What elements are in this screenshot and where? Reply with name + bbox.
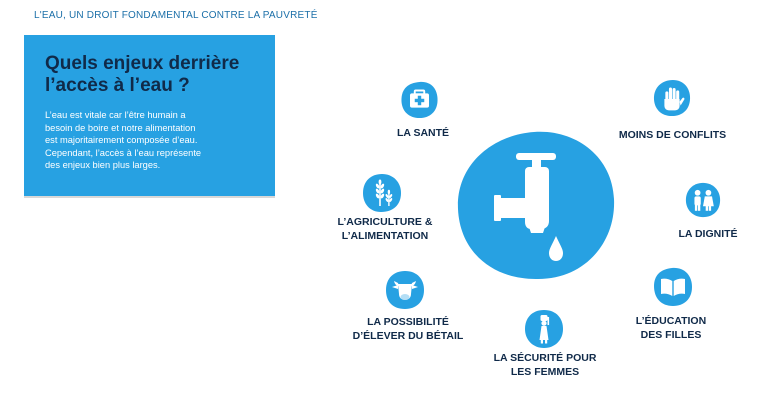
node-label-line: LA SANTÉ [396, 127, 450, 139]
card-title [45, 53, 267, 97]
card-text-line: Cependant, l’accès à l’eau représente [45, 147, 202, 158]
card-description [45, 109, 260, 172]
node-label-livestock [352, 316, 464, 343]
node-label-line: L’AGRICULTURE & [337, 216, 433, 228]
card-text-line: besoin de boire et notre alimentation [45, 122, 196, 133]
node-label-line: LA DIGNITÉ [678, 228, 738, 240]
node-label-line: DES FILLES [640, 328, 702, 341]
people-icon [685, 181, 721, 219]
node-label-line: D’ÉLEVER DU BÉTAIL [352, 329, 464, 342]
node-label-conflicts [615, 129, 730, 143]
wheat-icon [362, 173, 402, 213]
first-aid-kit-icon [400, 81, 439, 119]
card-text-line: L’eau est vitale car l’être humain a [45, 110, 186, 120]
node-label-line: MOINS DE CONFLITS [618, 129, 727, 141]
card-text-line: est majoritairement composée d’eau. [45, 135, 198, 145]
woman-carrying-water-icon [524, 309, 564, 349]
book-icon [653, 267, 693, 307]
card-title-line: l’accès à l’eau ? [45, 75, 190, 96]
cow-icon [385, 270, 425, 310]
node-label-line: L’ALIMENTATION [341, 229, 429, 242]
raised-hand-icon [653, 79, 691, 117]
node-label-line: LES FEMMES [510, 365, 580, 378]
page-header: L'EAU, UN DROIT FONDAMENTAL CONTRE LA PAUVRETÉ [34, 10, 318, 21]
intro-card [24, 35, 275, 198]
node-label-education [625, 315, 717, 342]
node-label-health [392, 127, 454, 141]
water-tap-icon [456, 129, 616, 281]
node-label-line: LA SÉCURITÉ POUR [493, 352, 597, 364]
node-label-line: LA POSSIBILITÉ [367, 316, 449, 328]
card-title-line: Quels enjeux derrière [45, 53, 240, 74]
card-text-line: des enjeux bien plus larges. [45, 160, 161, 170]
node-label-safety [484, 352, 606, 379]
node-label-line: L’ÉDUCATION [635, 315, 707, 327]
node-label-agriculture [330, 216, 440, 243]
node-label-dignity [672, 228, 744, 242]
